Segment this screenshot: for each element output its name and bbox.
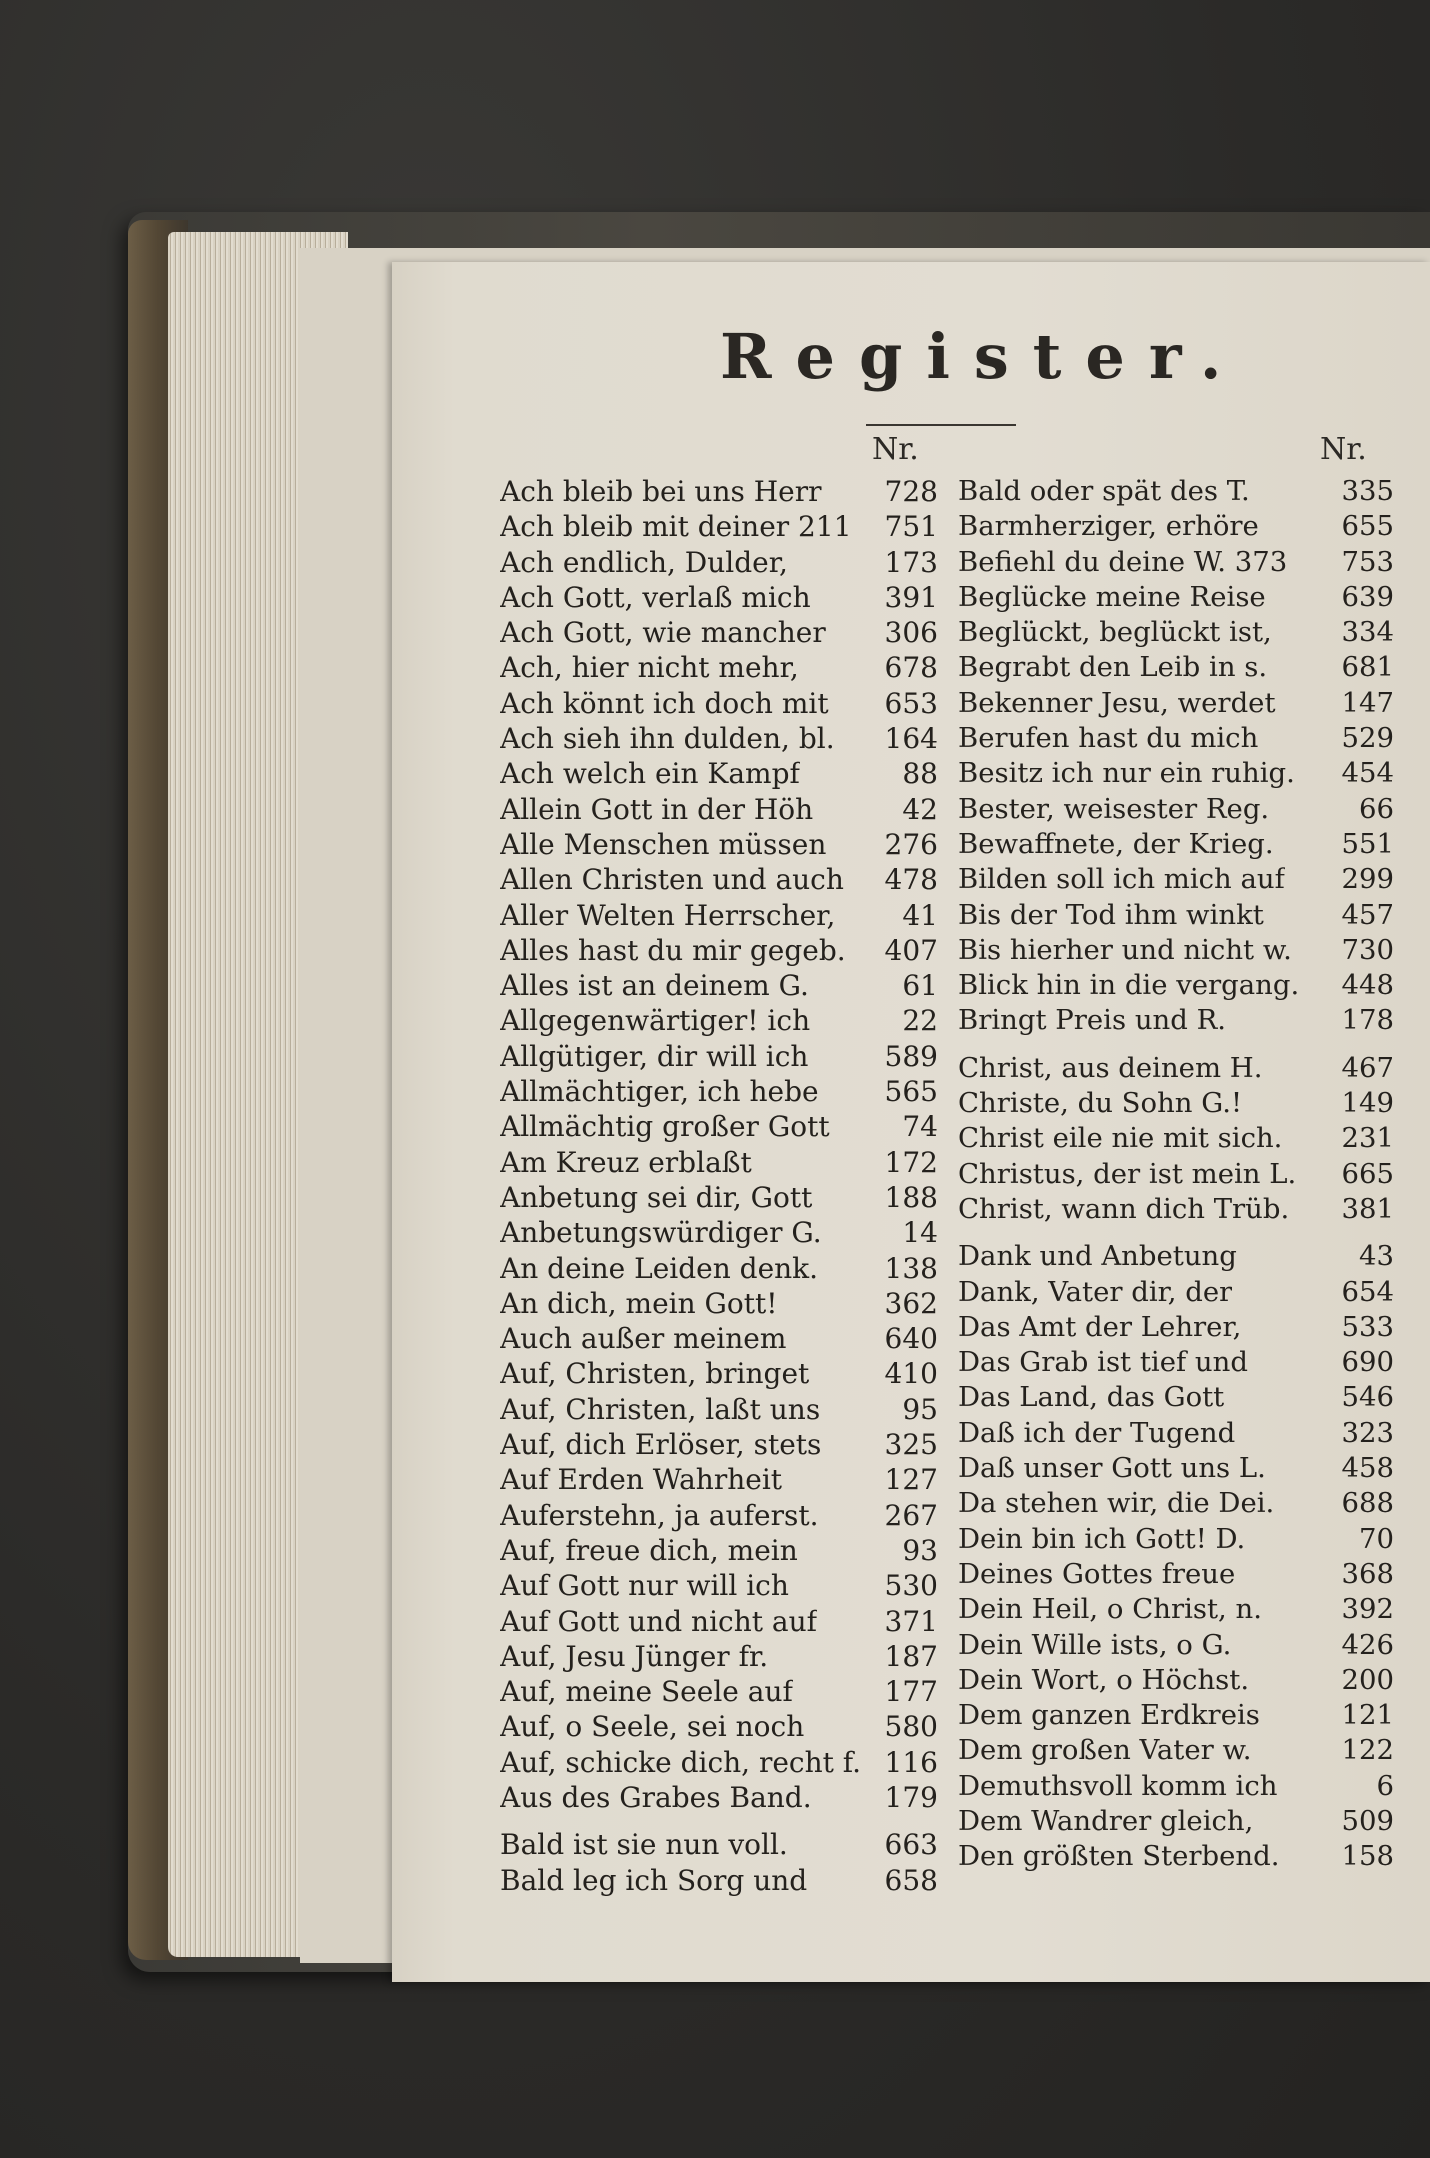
title-rule (866, 424, 1016, 426)
index-entry (958, 862, 1394, 897)
index-entry (500, 509, 938, 544)
index-entry (500, 1180, 938, 1215)
hymn-first-line: Deines Gottes freue (958, 1557, 1236, 1590)
hymn-number: 551 (1341, 827, 1394, 860)
hymn-first-line: Aller Welten Herrscher, (500, 898, 836, 932)
index-entry (958, 1121, 1394, 1156)
hymn-first-line: Christus, der ist mein L. (958, 1157, 1297, 1190)
hymn-number: 580 (884, 1710, 938, 1744)
hymn-first-line: Auf, Christen, laßt uns (500, 1392, 821, 1426)
index-entry (958, 1239, 1394, 1274)
hymn-number: 407 (884, 933, 938, 967)
index-entry (958, 1804, 1394, 1839)
hymn-first-line: Ach bleib mit deiner 211 (500, 510, 852, 544)
index-entry (958, 721, 1394, 756)
hymn-first-line: Daß ich der Tugend (958, 1416, 1236, 1449)
hymn-first-line: Christ, wann dich Trüb. (958, 1192, 1290, 1225)
hymn-first-line: Allmächtiger, ich hebe (500, 1075, 819, 1109)
hymn-first-line: Bringt Preis und R. (958, 1004, 1227, 1037)
index-entry (500, 1109, 938, 1144)
index-entry (500, 1604, 938, 1639)
hymn-number: 663 (884, 1828, 938, 1862)
hymn-first-line: Das Amt der Lehrer, (958, 1310, 1242, 1343)
hymn-number: 728 (884, 475, 938, 508)
hymn-first-line: Das Grab ist tief und (958, 1346, 1248, 1379)
hymn-first-line: Bis hierher und nicht w. (958, 933, 1292, 966)
index-entry (500, 933, 938, 968)
index-entry (500, 1827, 938, 1862)
hymn-number: 678 (884, 651, 938, 685)
hymn-number: 362 (884, 1286, 938, 1320)
index-entry (958, 1003, 1394, 1038)
hymn-number: 530 (884, 1569, 938, 1603)
hymn-number: 751 (884, 510, 938, 544)
hymn-first-line: Auf Gott und nicht auf (500, 1604, 817, 1638)
hymn-first-line: Allmächtig großer Gott (500, 1110, 830, 1144)
index-entry (958, 1698, 1394, 1733)
index-entry (500, 686, 938, 721)
hymn-first-line: Christ, aus deinem H. (958, 1051, 1263, 1084)
hymn-first-line: Auf, freue dich, mein (500, 1533, 798, 1567)
index-entry (958, 1769, 1394, 1804)
hymn-first-line: Dem Wandrer gleich, (958, 1804, 1254, 1837)
hymn-first-line: Besitz ich nur ein ruhig. (958, 757, 1295, 790)
index-entry (500, 1568, 938, 1603)
hymn-number: 42 (902, 792, 938, 826)
index-entry (958, 792, 1394, 827)
hymn-first-line: Alle Menschen müssen (500, 827, 827, 861)
hymn-first-line: Begrabt den Leib in s. (958, 651, 1268, 684)
hymn-first-line: Auf, meine Seele auf (500, 1675, 793, 1709)
hymn-first-line: Dem ganzen Erdkreis (958, 1699, 1260, 1732)
hymn-first-line: Auferstehn, ja auferst. (500, 1498, 819, 1532)
hymn-first-line: Dank und Anbetung (958, 1240, 1237, 1273)
hymn-number: 178 (1341, 1004, 1394, 1037)
hymn-number: 640 (884, 1322, 938, 1356)
hymn-number: 529 (1341, 722, 1394, 755)
index-entry (500, 1533, 938, 1568)
hymn-first-line: Bilden soll ich mich auf (958, 863, 1285, 896)
hymn-first-line: Ach bleib bei uns Herr (500, 475, 822, 508)
hymn-number: 164 (884, 722, 938, 756)
hymn-number: 147 (1341, 686, 1394, 719)
hymn-first-line: Auf, Jesu Jünger fr. (500, 1639, 769, 1673)
hymn-number: 127 (884, 1463, 938, 1497)
index-entry (500, 1039, 938, 1074)
right-index-column (958, 474, 1394, 1875)
index-entry (500, 827, 938, 862)
hymn-number: 149 (1341, 1087, 1394, 1120)
index-entry (958, 615, 1394, 650)
index-entry (500, 1215, 938, 1250)
index-entry (500, 1462, 938, 1497)
index-entry (500, 1145, 938, 1180)
index-entry (958, 1416, 1394, 1451)
hymn-number: 188 (884, 1180, 938, 1214)
index-entry (958, 1592, 1394, 1627)
hymn-first-line: Bester, weisester Reg. (958, 792, 1270, 825)
index-entry (500, 1498, 938, 1533)
index-entry (958, 1192, 1394, 1227)
index-entry (500, 898, 938, 933)
index-entry (958, 898, 1394, 933)
index-entry (958, 474, 1394, 509)
hymn-first-line: Berufen hast du mich (958, 722, 1259, 755)
index-entry (958, 1522, 1394, 1557)
hymn-first-line: Allen Christen und auch (500, 863, 844, 897)
hymn-first-line: Den größten Sterbend. (958, 1840, 1280, 1873)
hymn-number: 653 (884, 686, 938, 720)
index-entry (958, 686, 1394, 721)
hymn-number: 200 (1341, 1663, 1394, 1696)
hymn-number: 95 (902, 1392, 938, 1426)
hymn-first-line: Alles ist an deinem G. (500, 969, 809, 1003)
hymn-number: 654 (1341, 1275, 1394, 1308)
hymn-number: 655 (1341, 510, 1394, 543)
hymn-number: 448 (1341, 969, 1394, 1002)
index-entry (500, 1321, 938, 1356)
index-entry (958, 1733, 1394, 1768)
index-entry (958, 1380, 1394, 1415)
index-entry (500, 862, 938, 897)
right-column-header: Nr. (1320, 432, 1367, 467)
hymn-first-line: Dein bin ich Gott! D. (958, 1522, 1246, 1555)
hymn-first-line: Bald oder spät des T. (958, 475, 1250, 507)
hymn-number: 410 (884, 1357, 938, 1391)
page-title: Register. (720, 320, 1246, 393)
hymn-first-line: Ach, hier nicht mehr, (500, 651, 799, 685)
index-entry (958, 1557, 1394, 1592)
hymn-number: 43 (1359, 1240, 1394, 1273)
hymn-first-line: Das Land, das Gott (958, 1381, 1225, 1414)
hymn-number: 267 (884, 1498, 938, 1532)
index-entry (958, 756, 1394, 791)
index-entry (958, 1345, 1394, 1380)
index-entry (500, 1251, 938, 1286)
hymn-number: 335 (1341, 475, 1394, 507)
index-entry (500, 756, 938, 791)
hymn-first-line: Bald ist sie nun voll. (500, 1828, 788, 1862)
hymn-number: 116 (884, 1745, 938, 1779)
hymn-first-line: Auf Erden Wahrheit (500, 1463, 783, 1497)
hymn-first-line: Am Kreuz erblaßt (500, 1145, 752, 1179)
hymn-number: 74 (902, 1110, 938, 1144)
hymn-number: 381 (1341, 1192, 1394, 1225)
hymn-number: 665 (1341, 1157, 1394, 1190)
index-entry (500, 545, 938, 580)
hymn-number: 173 (884, 545, 938, 579)
hymn-number: 565 (884, 1075, 938, 1109)
left-index-column (500, 474, 938, 1898)
hymn-first-line: Ach Gott, wie mancher (500, 616, 826, 650)
hymn-number: 231 (1341, 1122, 1394, 1155)
index-entry (958, 1839, 1394, 1874)
index-entry (958, 1157, 1394, 1192)
hymn-first-line: Aus des Grabes Band. (500, 1780, 812, 1814)
index-entry (500, 1674, 938, 1709)
hymn-first-line: Ach Gott, verlaß mich (500, 580, 811, 614)
hymn-first-line: Bewaffnete, der Krieg. (958, 827, 1274, 860)
hymn-number: 426 (1341, 1628, 1394, 1661)
hymn-number: 467 (1341, 1051, 1394, 1084)
hymn-first-line: Christe, du Sohn G.! (958, 1087, 1243, 1120)
hymn-number: 276 (884, 827, 938, 861)
index-entry (958, 827, 1394, 862)
index-entry (500, 650, 938, 685)
hymn-first-line: Daß unser Gott uns L. (958, 1452, 1266, 1485)
hymn-number: 589 (884, 1039, 938, 1073)
hymn-number: 546 (1341, 1381, 1394, 1414)
hymn-first-line: Auch außer meinem (500, 1322, 787, 1356)
index-entry (958, 1275, 1394, 1310)
hymn-number: 122 (1341, 1734, 1394, 1767)
hymn-number: 690 (1341, 1346, 1394, 1379)
hymn-first-line: Demuthsvoll komm ich (958, 1769, 1278, 1802)
hymn-first-line: Christ eile nie mit sich. (958, 1122, 1283, 1155)
hymn-first-line: An deine Leiden denk. (500, 1251, 819, 1285)
hymn-first-line: Blick hin in die vergang. (958, 969, 1300, 1002)
hymn-first-line: Auf, o Seele, sei noch (500, 1710, 805, 1744)
hymn-first-line: Dank, Vater dir, der (958, 1275, 1233, 1308)
hymn-first-line: Anbetung sei dir, Gott (500, 1180, 813, 1214)
hymn-number: 323 (1341, 1416, 1394, 1449)
hymn-first-line: Allgegenwärtiger! ich (500, 1004, 811, 1038)
hymn-first-line: Beglücke meine Reise (958, 580, 1266, 613)
hymn-number: 179 (884, 1780, 938, 1814)
hymn-number: 458 (1341, 1452, 1394, 1485)
index-entry (958, 1451, 1394, 1486)
hymn-first-line: Beglückt, beglückt ist, (958, 616, 1272, 649)
hymn-first-line: Befiehl du deine W. 373 (958, 545, 1288, 578)
index-entry (958, 968, 1394, 1003)
hymn-first-line: Allgütiger, dir will ich (500, 1039, 809, 1073)
hymn-first-line: Auf Gott nur will ich (500, 1569, 789, 1603)
index-entry (500, 1709, 938, 1744)
hymn-first-line: Barmherziger, erhöre (958, 510, 1259, 543)
hymn-number: 88 (902, 757, 938, 791)
index-entry (500, 474, 938, 509)
index-entry (500, 792, 938, 827)
hymn-first-line: Auf, schicke dich, recht f. (500, 1745, 862, 1779)
hymn-number: 753 (1341, 545, 1394, 578)
hymn-first-line: Auf, Christen, bringet (500, 1357, 810, 1391)
index-entry (500, 1356, 938, 1391)
index-entry (500, 1003, 938, 1038)
hymn-number: 177 (884, 1675, 938, 1709)
hymn-number: 22 (902, 1004, 938, 1038)
hymn-first-line: Bald leg ich Sorg und (500, 1863, 808, 1897)
index-entry (500, 721, 938, 756)
hymn-number: 172 (884, 1145, 938, 1179)
hymn-number: 93 (902, 1533, 938, 1567)
hymn-first-line: Dein Wort, o Höchst. (958, 1663, 1250, 1696)
hymn-number: 478 (884, 863, 938, 897)
index-entry (500, 1745, 938, 1780)
index-entry (500, 1427, 938, 1462)
hymn-number: 61 (902, 969, 938, 1003)
hymn-first-line: Ach könnt ich doch mit (500, 686, 829, 720)
index-entry (958, 580, 1394, 615)
hymn-number: 66 (1359, 792, 1394, 825)
hymn-number: 6 (1376, 1769, 1394, 1802)
hymn-number: 158 (1341, 1840, 1394, 1873)
hymn-first-line: Bekenner Jesu, werdet (958, 686, 1276, 719)
index-entry (958, 1663, 1394, 1698)
hymn-first-line: Ach welch ein Kampf (500, 757, 800, 791)
hymn-number: 138 (884, 1251, 938, 1285)
hymn-first-line: Ach sieh ihn dulden, bl. (500, 722, 835, 756)
index-entry (958, 933, 1394, 968)
hymn-number: 306 (884, 616, 938, 650)
hymn-first-line: Auf, dich Erlöser, stets (500, 1428, 822, 1462)
index-entry (500, 1639, 938, 1674)
hymn-first-line: Ach endlich, Dulder, (500, 545, 788, 579)
left-column-header: Nr. (872, 432, 919, 467)
hymn-number: 121 (1341, 1699, 1394, 1732)
hymn-first-line: Bis der Tod ihm winkt (958, 898, 1264, 931)
index-entry (500, 1780, 938, 1815)
hymn-number: 371 (884, 1604, 938, 1638)
index-entry (500, 1392, 938, 1427)
hymn-first-line: Anbetungswürdiger G. (500, 1216, 822, 1250)
index-entry (500, 1286, 938, 1321)
hymn-number: 299 (1341, 863, 1394, 896)
index-entry (958, 509, 1394, 544)
index-entry (500, 1074, 938, 1109)
index-entry (958, 1086, 1394, 1121)
hymn-number: 457 (1341, 898, 1394, 931)
hymn-first-line: Alles hast du mir gegeb. (500, 933, 846, 967)
index-entry (500, 968, 938, 1003)
hymn-number: 454 (1341, 757, 1394, 790)
hymn-number: 688 (1341, 1487, 1394, 1520)
hymn-first-line: Allein Gott in der Höh (500, 792, 814, 826)
hymn-number: 187 (884, 1639, 938, 1673)
index-entry (958, 1310, 1394, 1345)
index-entry (500, 615, 938, 650)
hymn-number: 41 (902, 898, 938, 932)
hymn-number: 70 (1359, 1522, 1394, 1555)
hymn-first-line: Dein Wille ists, o G. (958, 1628, 1232, 1661)
index-entry (958, 1051, 1394, 1086)
hymn-number: 658 (884, 1863, 938, 1897)
hymn-number: 681 (1341, 651, 1394, 684)
hymn-number: 509 (1341, 1804, 1394, 1837)
index-entry (958, 1486, 1394, 1521)
hymn-number: 639 (1341, 580, 1394, 613)
index-entry (500, 1863, 938, 1898)
hymn-number: 392 (1341, 1593, 1394, 1626)
hymn-first-line: Da stehen wir, die Dei. (958, 1487, 1275, 1520)
hymn-number: 14 (902, 1216, 938, 1250)
hymn-number: 368 (1341, 1557, 1394, 1590)
index-entry (958, 545, 1394, 580)
hymn-number: 325 (884, 1428, 938, 1462)
hymn-first-line: An dich, mein Gott! (500, 1286, 778, 1320)
hymn-number: 533 (1341, 1310, 1394, 1343)
hymn-first-line: Dein Heil, o Christ, n. (958, 1593, 1262, 1626)
hymn-first-line: Dem großen Vater w. (958, 1734, 1252, 1767)
index-entry (500, 580, 938, 615)
index-entry (958, 1628, 1394, 1663)
index-entry (958, 650, 1394, 685)
hymn-number: 391 (884, 580, 938, 614)
hymn-number: 730 (1341, 933, 1394, 966)
hymn-number: 334 (1341, 616, 1394, 649)
